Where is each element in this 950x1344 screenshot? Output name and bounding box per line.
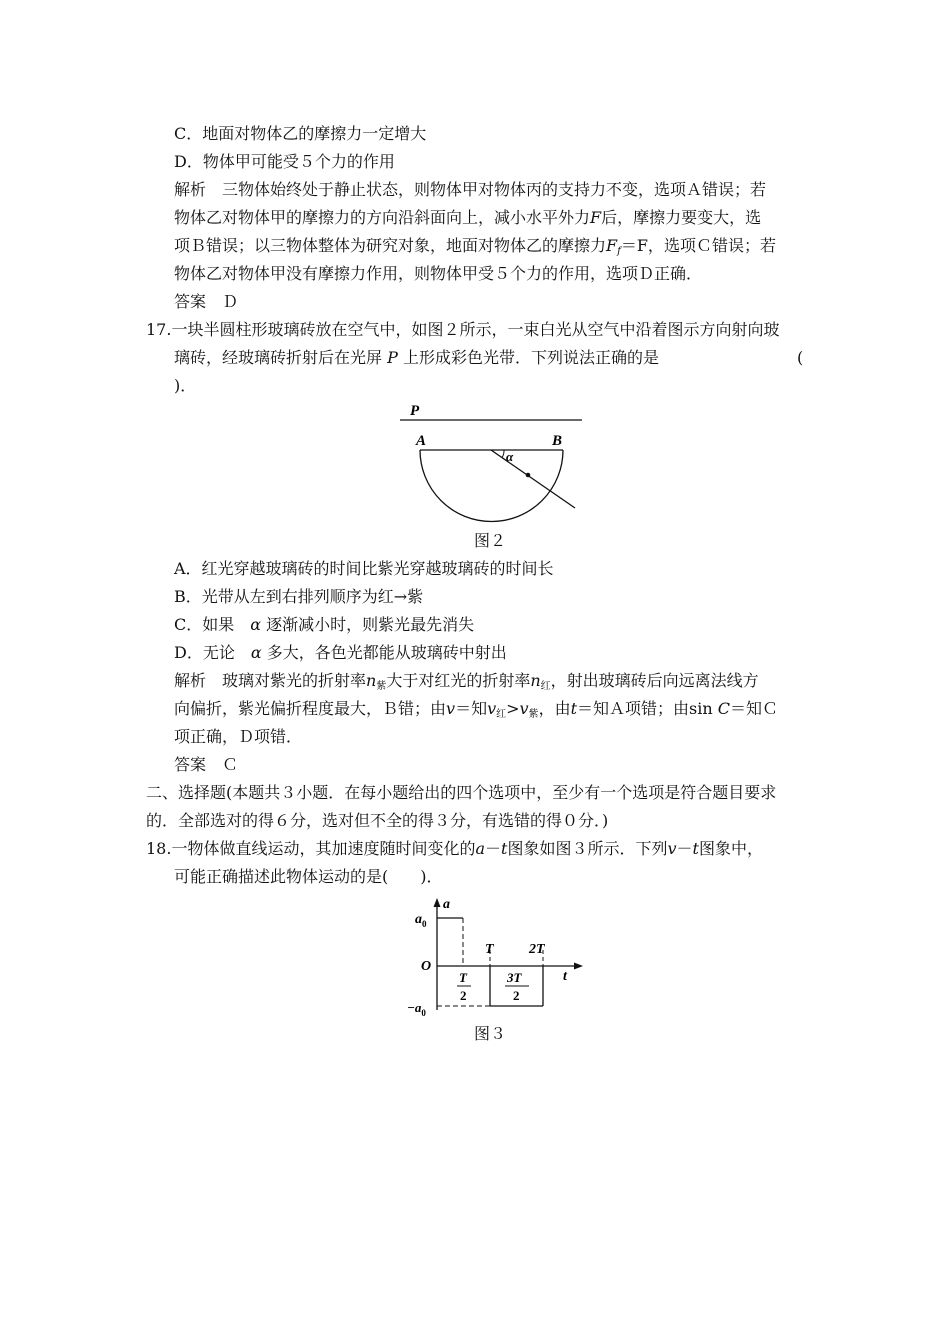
label-three-half-t-numerator: 3T	[507, 970, 522, 985]
q17-option-b: B．光带从左到右排列顺序为红→紫	[174, 587, 424, 606]
q17-subscript-red: 红	[496, 709, 507, 720]
ray-dot	[526, 473, 531, 478]
q17-option-c	[174, 615, 474, 635]
q17-analysis-line-1	[174, 671, 759, 697]
q17-symbol-v: v	[519, 699, 529, 718]
q16-analysis-text: 选项Ｃ错误；若	[663, 236, 776, 255]
label-b: B	[552, 433, 563, 449]
q17-subscript-red: 红	[540, 681, 551, 692]
label-alpha: α	[506, 449, 514, 464]
q16-symbol-ff: F	[606, 236, 618, 255]
q17-option-d	[174, 643, 507, 663]
q17-symbol-p: P	[387, 348, 398, 367]
q17-symbol-n: n	[366, 671, 377, 690]
q17-stem-text: 上形成彩色光带．下列说法正确的是	[402, 348, 659, 367]
q16-analysis-line-4: 物体乙对物体甲没有摩擦力作用，则物体甲受５个力的作用，选项Ｄ正确．	[174, 264, 703, 283]
q17-symbol-c: C	[717, 699, 731, 718]
q17-stem-line-2	[174, 348, 659, 368]
q16-analysis-line-2	[174, 208, 761, 228]
t-axis-arrow-icon	[574, 963, 583, 970]
label-a0-subscript: 0	[422, 919, 427, 929]
label-half-t-denominator: 2	[460, 988, 467, 1003]
q17-option-c-text: C．如果	[174, 615, 235, 634]
q17-greater-than: >	[506, 699, 520, 718]
section-2-heading-line-2: 的．全部选对的得６分，选对但不全的得３分，有选错的得０分．)	[146, 811, 609, 830]
q17-symbol-v: v	[446, 699, 456, 718]
q16-analysis-line-3	[174, 236, 776, 262]
q17-analysis-text: ＝知	[455, 699, 488, 718]
q16-analysis-line-1: 解析 三物体始终处于静止状态，则物体甲对物体丙的支持力不变，选项Ａ错误；若	[174, 180, 767, 199]
q17-symbol-alpha: α	[250, 643, 262, 662]
q17-subscript-violet: 紫	[376, 681, 387, 692]
q17-analysis-text: ＝知Ｃ	[730, 699, 779, 718]
q17-symbol-n: n	[530, 671, 541, 690]
q17-stem-line-3: )．	[174, 376, 197, 395]
q18-stem-text: 图象如图３所示．下列	[507, 839, 668, 858]
q18-dash: －	[676, 839, 693, 858]
q17-analysis-text: ＝知Ａ项错；由	[577, 699, 690, 718]
label-a: a	[443, 897, 450, 912]
label-neg-a0	[407, 1000, 426, 1018]
q17-option-a: A．红光穿越玻璃砖的时间比紫光穿越玻璃砖的时间长	[174, 559, 554, 578]
figure-3-caption: 图３	[474, 1024, 507, 1043]
a-axis-arrow-icon	[434, 898, 441, 907]
figure-2-semicircle-diagram	[400, 398, 600, 528]
q17-symbol-t: t	[570, 699, 578, 718]
q17-option-c-text: 逐渐减小时，则紫光最先消失	[266, 615, 475, 634]
q17-answer: 答案 Ｃ	[174, 755, 239, 774]
label-p: P	[410, 403, 420, 419]
q17-analysis-text: ，射出玻璃砖后向远离法线方	[550, 671, 759, 690]
q18-symbol-a: a	[475, 839, 485, 858]
label-t-axis: t	[563, 969, 567, 984]
label-a0-base: a	[415, 912, 422, 927]
q17-stem-text: 璃砖，经玻璃砖折射后在光屏	[174, 348, 383, 367]
q18-stem-line-2: 可能正确描述此物体运动的是( )．	[174, 867, 443, 886]
q17-analysis-text: ，由	[538, 699, 571, 718]
q16-option-c: C．地面对物体乙的摩擦力一定增大	[174, 124, 427, 143]
q18-stem-text: 图象中，	[698, 839, 763, 858]
q17-analysis-text: 解析 玻璃对紫光的折射率	[174, 671, 367, 690]
q17-symbol-v: v	[487, 699, 497, 718]
q17-stem-line-1: 17.一块半圆柱形玻璃砖放在空气中，如图２所示，一束白光从空气中沿着图示方向射向玻	[146, 320, 780, 339]
q16-answer: 答案 Ｄ	[174, 292, 239, 311]
figure-2-caption: 图２	[474, 531, 507, 550]
q17-subscript-violet: 紫	[528, 709, 539, 720]
q16-analysis-text: 项Ｂ错误；以三物体整体为研究对象，地面对物体乙的摩擦力	[174, 236, 607, 255]
q17-analysis-line-3: 项正确，Ｄ项错．	[174, 727, 303, 746]
label-2t: 2T	[529, 942, 545, 957]
label-half-t-numerator: T	[459, 970, 467, 985]
q17-option-d-text: D．无论	[174, 643, 235, 662]
q18-symbol-v: v	[667, 839, 677, 858]
q16-analysis-text: 物体乙对物体甲的摩擦力的方向沿斜面向上，减小水平外力	[174, 208, 591, 227]
q17-analysis-text: 大于对红光的折射率	[386, 671, 531, 690]
q17-sin: sin	[689, 699, 713, 718]
label-origin: O	[421, 959, 432, 974]
q17-analysis-text: 向偏折，紫光偏折程度最大，Ｂ错；由	[174, 699, 447, 718]
label-neg-a0-base: −a	[407, 1000, 422, 1015]
section-2-heading-line-1: 二、选择题(本题共３小题．在每小题给出的四个选项中，至少有一个选项是符合题目要求	[146, 783, 777, 802]
label-t: T	[485, 942, 494, 957]
q18-symbol-t: t	[501, 839, 508, 858]
q16-option-d: D．物体甲可能受５个力的作用	[174, 152, 395, 171]
q16-analysis-text: 后，摩擦力要变大，选	[601, 208, 762, 227]
label-three-half-t-denominator: 2	[513, 988, 520, 1003]
q17-analysis-line-2	[174, 699, 778, 725]
q17-symbol-alpha: α	[250, 615, 262, 634]
q18-dash: －	[485, 839, 502, 858]
q17-paren-open: (	[797, 348, 804, 367]
glass-curved-side	[420, 450, 563, 522]
label-a: A	[416, 433, 427, 449]
label-neg-a0-subscript: 0	[421, 1008, 426, 1018]
q18-symbol-t: t	[692, 839, 699, 858]
q16-equals-f: ＝F，	[620, 236, 664, 255]
angle-alpha-arc	[502, 450, 504, 458]
q18-stem-text: 18.一物体做直线运动，其加速度随时间变化的	[146, 839, 476, 858]
label-a0	[415, 912, 427, 929]
q18-stem-line-1	[146, 839, 763, 859]
figure-3-a-t-graph	[405, 896, 585, 1020]
q17-option-d-text: 多大，各色光都能从玻璃砖中射出	[266, 643, 507, 662]
q16-symbol-f: F	[590, 208, 602, 227]
q16-subscript-f: f	[617, 246, 621, 257]
